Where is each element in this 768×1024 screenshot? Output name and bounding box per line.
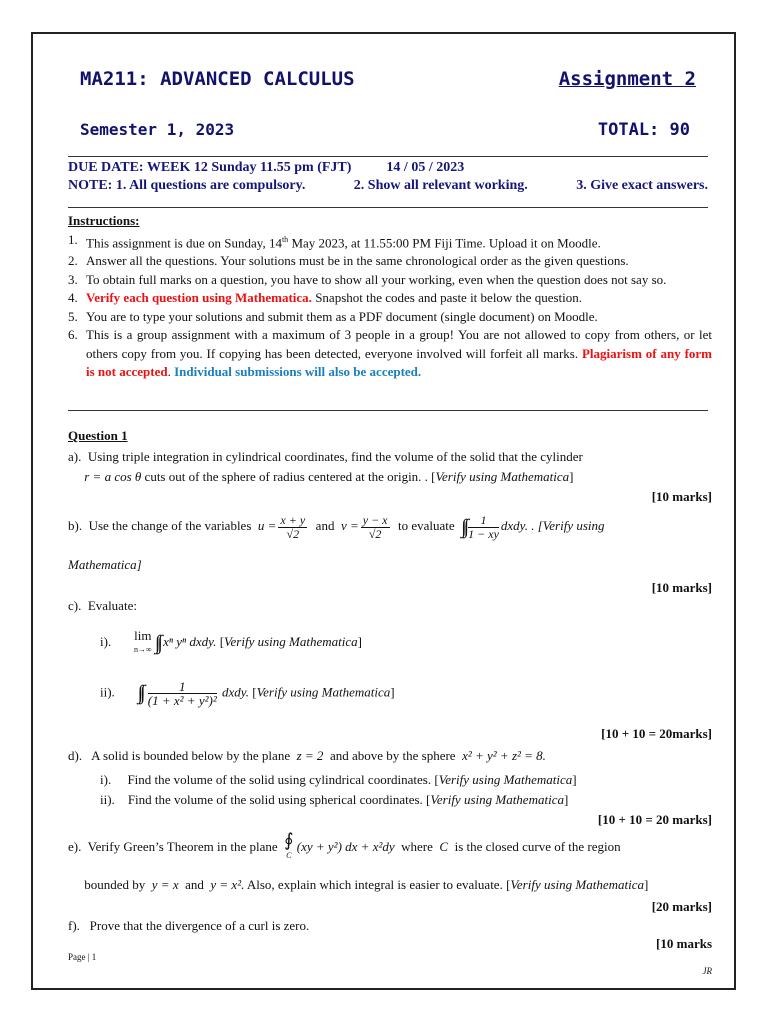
- instructions: [68, 212, 712, 382]
- divider: [68, 156, 708, 157]
- question-1d-i: i). Find the volume of the solid using cylindrical coordinates. [Verify using Mathematica]: [100, 772, 577, 787]
- q1c-marks: [10 + 10 = 20marks]: [601, 726, 712, 741]
- instructions-heading: Instructions:: [68, 213, 140, 228]
- instruction-1: 1. This assignment is due on Sunday, 14th May 2023, at 11.55:00 PM Fiji Time. Upload it on Moodle.: [68, 231, 601, 250]
- question-1a: a). Using triple integration in cylindrical coordinates, find the volume of the solid that the cylinder r = a cos θ cuts out of the sphere of radius centered at the origin. . [Verify using Mathematica]: [68, 449, 583, 484]
- question-1c-i: i). lim n→∞ ∫∫ xⁿ yⁿ dxdy. [Verify using Mathematica]: [100, 628, 362, 654]
- instruction-4: 4. Verify each question using Mathematica. Snapshot the codes and paste it below the question.: [68, 290, 582, 306]
- question-1d-ii: ii). Find the volume of the solid using spherical coordinates. [Verify using Mathematica]: [100, 792, 569, 807]
- q1d-marks: [10 + 10 = 20 marks]: [597, 812, 712, 827]
- instruction-3: 3. To obtain full marks on a question, you have to show all your working, even when the question does not say so.: [68, 271, 667, 287]
- course-title: MA211: ADVANCED CALCULUS: [80, 68, 355, 90]
- question-1e-cont: bounded by y = x and y = x². Also, explain which integral is easier to evaluate. [Verify using Mathematica]: [84, 877, 649, 892]
- assignment-title: Assignment 2: [558, 68, 696, 90]
- question-1c: c). Evaluate:: [68, 598, 137, 613]
- question-1e: e). Verify Green’s Theorem in the plane ∮ C (xy + y²) dx + x²dy where C is the closed curve of the region: [68, 830, 621, 860]
- question-1d: d). A solid is bounded below by the plane z = 2 and above by the sphere x² + y² + z² = 8.: [68, 748, 546, 763]
- question-1b-cont: Mathematica]: [68, 557, 142, 572]
- divider: [68, 207, 708, 208]
- q1a-marks: [10 marks]: [651, 489, 712, 504]
- instruction-6: 6. This is a group assignment with a maximum of 3 people in a group! You are not allowed to copy from others, or let others copy from you. If copying has been detected, everyone involved will forfeit all marks. Plagiarism of any form is not accepted. Individual submissions will also be accepted.: [68, 327, 713, 380]
- question-1f: f). Prove that the divergence of a curl is zero.: [68, 918, 310, 933]
- note-line: [68, 178, 708, 194]
- page-number: Page | 1: [68, 952, 97, 962]
- q1b-marks: [10 marks]: [651, 580, 712, 595]
- divider: [68, 410, 708, 411]
- q1f-marks: [10 marks: [656, 936, 712, 951]
- question-1c-ii: ii). ∫∫ $\frac{1}{\text{(1 + x² + y²)²}}$ dxdy. [Verify using Mathematica]: [100, 679, 395, 708]
- semester-label: Semester 1, 2023: [80, 120, 235, 139]
- question-1b: b). Use the change of the variables u = $\frac{x + y}{√2}$ and v = $\frac{y - x}{√2}$ to evaluate ∫∫ $\frac{1}{1 - xy}$ dxdy. . [Verify using: [68, 512, 605, 541]
- instruction-5: 5. You are to type your solutions and submit them as a PDF document (single document) on Moodle.: [68, 308, 598, 324]
- due-date: DUE DATE: WEEK 12 Sunday 11.55 pm (FJT) 14 / 05 / 2023: [68, 160, 465, 175]
- q1e-marks: [20 marks]: [651, 899, 712, 914]
- initials: JR: [702, 966, 712, 976]
- instruction-2: 2. Answer all the questions. Your solutions must be in the same chronological order as the given questions.: [68, 253, 629, 269]
- total-marks: TOTAL: 90: [597, 120, 690, 140]
- note-2: 2. Show all relevant working.: [353, 178, 528, 193]
- note-1: NOTE: 1. All questions are compulsory.: [68, 178, 306, 193]
- note-3: 3. Give exact answers.: [576, 178, 708, 193]
- question-1-title: Question 1: [68, 428, 128, 443]
